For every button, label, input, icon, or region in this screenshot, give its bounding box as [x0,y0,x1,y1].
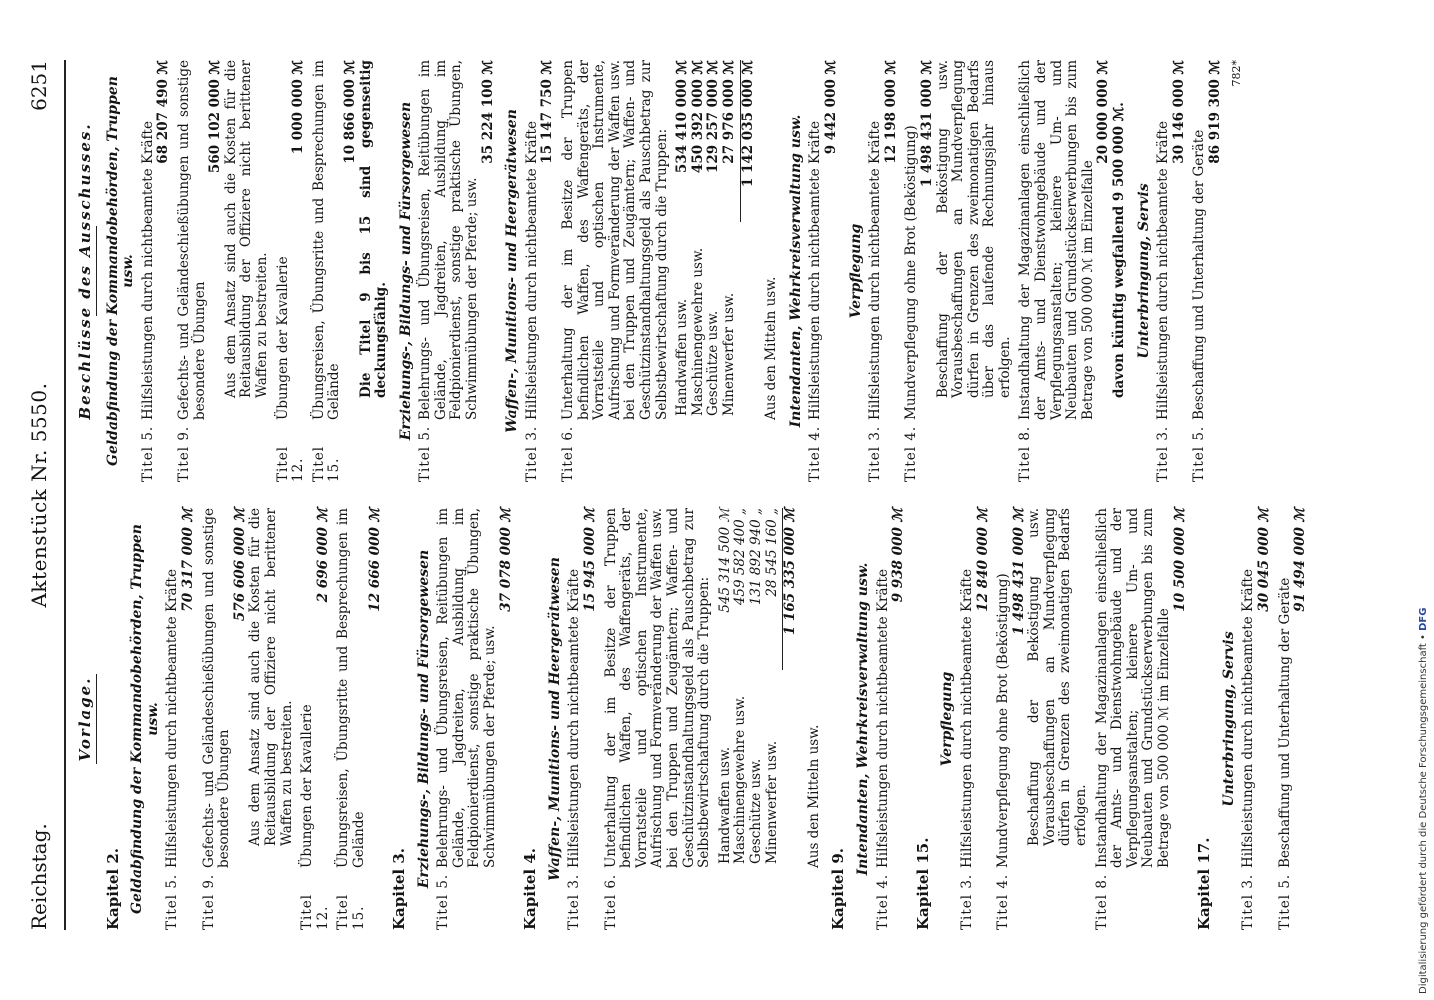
entry-text: Belehrungs- und Übungsreisen, Reitübungen im Gelände, Jagdreiten, Ausbildung im Feldpionierdienst, sonstige praktische Übungen, Schwimmübungen der Pferde; usw. [435,508,499,868]
entry-text: Hilfsleistungen durch nichtbeamtete Kräfte [566,569,583,868]
chapter-heading: Geldabfindung der Kommandobehörden, Truppen usw. [129,524,161,914]
digitization-sidebar [1418,6,1432,994]
titel-number: Titel 3. [958,873,975,930]
budget-entry [1156,60,1187,482]
entry-note: Beschaffung der Beköstigung usw. Vorausbeschaffungen an Mundverpflegung dürfen in Grenzen des zweimonatigen Bedarfs über das laufende Rechnungsjahr hinaus erfolgen. [934,60,1013,398]
entry-body [1241,508,1272,868]
chapter-note: Aus den Mitteln usw. [763,276,780,420]
budget-entry [960,508,991,930]
subitem-row [718,508,734,868]
budget-entry [1278,508,1309,930]
entry-amount: 1 498 431 000 ℳ [1010,508,1027,636]
titel-number: Titel 15. [335,893,367,930]
entry-text: Unterhaltung der im Besitze der Truppen befindlichen Waffen, des Waffengeräts, der Vorratsteile und optischen Instrumente, Aufrischung und Formveränderung der Waffen usw. bei den Truppen und Zeugämtern; Waffen- und Geschützinstandhaltungsgeld als Pauschbetrag zur Selbstbewirtschaftung durch die Truppen: [560,60,670,420]
budget-entry [436,508,514,930]
entry-body [1278,508,1309,868]
titel-number: Titel 9. [200,873,217,930]
titel-number: Titel 4. [995,873,1012,930]
subitem-value: 28 545 160 „ [763,508,780,597]
chapter-heading: Waffen-, Munitions- und Heergerätwesen [546,557,563,881]
budget-entry [1018,60,1127,482]
page-header [27,60,66,930]
chapter-heading: Intendanten, Wehrkreisverwaltung usw. [787,114,804,428]
entry-body [1095,508,1189,868]
entry-amount: 30 045 000 ℳ [1256,508,1272,612]
dfg-logo: DFG [1418,607,1429,631]
budget-entry [876,508,907,930]
entry-amount: 70 317 000 ℳ [179,508,196,612]
titel-number: Titel 6. [560,425,577,482]
chapter-heading: Erziehungs-, Bildungs- und Fürsorgewesen [397,101,414,441]
entry-text: Hilfsleistungen durch nichtbeamtete Kräfte [1240,569,1257,868]
entry-body [418,60,496,420]
entry-note: Aus dem Ansatz sind auch die Kosten für die Reitausbildung der Offiziere nicht berittener Waffen zu bestreiten. [247,508,295,846]
entry-amount: 576 606 000 ℳ [231,508,248,622]
entry-body [1018,60,1127,420]
entry-amount: 2 696 000 ℳ [314,508,331,603]
entry-amount: 12 840 000 ℳ [974,508,991,612]
entry-body [436,508,514,868]
titel-number: Titel 4. [903,425,920,482]
entry-amount: 10 500 000 ℳ [1171,508,1188,612]
entry-amount: 9 442 000 ℳ [822,60,839,155]
digitization-text: Digitalisierung gefördert durch die Deutsche Forschungsgemeinschaft • [1418,634,1429,994]
entry-statement: davon künftig wegfallend 9 500 000 ℳ. [1111,102,1128,398]
subitem-value: 129 257 000 ℳ [705,60,722,174]
titel-number: Titel 4. [807,425,824,482]
entry-text: Hilfsleistungen durch nichtbeamtete Kräfte [523,121,540,420]
subitem-value: 459 582 400 „ [732,508,749,606]
subitem-value: 534 410 000 ℳ [674,60,691,174]
budget-entry [141,60,172,482]
subitem-row [675,60,691,420]
entry-amount: 86 919 300 ℳ [1207,60,1223,164]
subitem-value: 545 314 500 ℳ [716,508,733,613]
budget-entry [202,508,296,930]
titel-number: Titel 3. [867,425,884,482]
subitem-label: Maschinengewehre usw. [689,247,706,416]
titel-number: Titel 3. [566,873,583,930]
entry-body [177,60,271,420]
chapter-number: Kapitel 9. [829,848,848,930]
chapter-heading: Verpflegung [847,223,864,319]
header-left: Reichstag. [27,823,51,930]
entry-text: Unterhaltung der im Besitze der Truppen befindlichen Waffen, des Waffengeräts, der Vorratsteile und optischen Instrumente, Aufrischung und Formveränderung der Waffen usw. bei den Truppen und Zeugämtern; Waffen- und Geschützinstandhaltungsgeld als Pauschbetrag zur Selbstbewirtschaftung durch die Truppen: [602,508,713,868]
subitem-row [749,508,765,868]
titel-number: Titel 3. [1155,425,1172,482]
titel-number: Titel 5. [164,873,181,930]
chapter-number: Kapitel 17. [1195,837,1214,930]
entry-text: Übungsreisen, Übungsritte und Besprechungen im Gelände [335,508,367,868]
entry-body [904,60,1013,420]
entry-text: Belehrungs- und Übungsreisen, Reitübungen im Gelände, Jagdreiten, Ausbildung im Feldpionierdienst, sonstige praktische Übungen, Schwimmübungen der Pferde; usw. [417,60,481,420]
entry-note: Beschaffung der Beköstigung usw. Vorausbeschaffungen an Mundverpflegung dürfen in Grenzen des zweimonatigen Bedarfs erfolgen. [1026,508,1090,846]
chapter-heading: Geldabfindung der Kommandobehörden, Truppen usw. [104,76,137,466]
entry-amount: 20 000 000 ℳ [1095,60,1112,164]
titel-number: Titel 9. [175,425,192,482]
titel-number: Titel 5. [1191,425,1208,482]
chapter-number: Kapitel 15. [913,837,932,930]
page-number: 6251 [27,60,51,111]
chapter-note: Aus den Mitteln usw. [805,724,822,868]
subitem-list [718,508,799,930]
entry-amount: 91 494 000 ℳ [1292,508,1309,612]
subitem-label: Geschütze usw. [705,310,722,416]
budget-entry [276,60,307,482]
budget-entry [904,60,1013,482]
entry-note: Aus dem Ansatz sind auch die Kosten für die Reitausbildung der Offiziere nicht berittener Waffen zu bestreiten. [222,60,270,398]
chapter-heading: Erziehungs-, Bildungs- und Fürsorgewesen [415,549,432,889]
entry-amount: 68 207 490 ℳ [155,60,172,164]
entry-body [996,508,1090,868]
subitem-row [691,60,707,420]
entry-text: Mundverpflegung ohne Brot (Beköstigung) [995,573,1012,868]
entry-body [876,508,907,868]
entry-text: Übungsreisen, Übungsritte und Besprechungen im Gelände [310,60,343,420]
entry-body [276,60,307,420]
budget-entry [1241,508,1272,930]
budget-entry [418,60,496,482]
entry-body [561,60,670,420]
entry-text: Hilfsleistungen durch nichtbeamtete Kräfte [874,569,891,868]
titel-number: Titel 3. [523,425,540,482]
subitem-row [765,508,781,868]
titel-number: Titel 12. [299,893,331,930]
entry-amount: 37 078 000 ℳ [497,508,514,612]
subitem-value: 450 392 000 ℳ [689,60,706,174]
budget-entry [996,508,1090,930]
titel-number: Titel 12. [274,445,307,482]
entry-body [300,508,331,868]
subitem-total: 1 165 335 000 ℳ [782,508,799,670]
subitem-row [733,508,749,868]
title-rule [96,674,97,764]
titel-number: Titel 5. [417,425,434,482]
entry-amount: 10 866 000 ℳ [341,60,358,164]
entry-text: Beschaffung und Unterhaltung der Geräte [1276,577,1293,868]
budget-entry [312,60,390,482]
budget-entry [336,508,383,930]
entry-body [567,508,598,868]
budget-entry [300,508,331,930]
chapter-number: Kapitel 3. [390,848,409,930]
entry-amount: 15 945 000 ℳ [582,508,599,612]
entry-text: Instandhaltung der Magazinanlagen einschließlich der Amts- und Dienstwohngebäude und der Verpflegungsanstalten; kleinere Um- und Neubauten und Grundstückserwerbungen bis zum Betrage von 500 000 ℳ im Einzelfalle [1017,60,1096,420]
budget-entry [604,508,713,930]
subitem-label: Handwaffen usw. [716,746,733,864]
entry-text: Übungen der Kavallerie [299,704,316,868]
titel-number: Titel 5. [139,425,156,482]
titel-number: Titel 5. [435,873,452,930]
subitem-total: 1 142 035 000 ℳ [740,60,757,222]
titel-number: Titel 15. [310,445,343,482]
entry-body [202,508,296,868]
entry-body [141,60,172,420]
budget-entry [1192,60,1223,482]
titel-number: Titel 6. [602,873,619,930]
subitem-list [675,60,756,482]
entry-text: Übungen der Kavallerie [274,256,291,420]
entry-amount: 30 146 000 ℳ [1170,60,1187,164]
entry-text: Hilfsleistungen durch nichtbeamtete Kräfte [867,121,884,420]
budget-entry [165,508,196,930]
budget-entry [177,60,271,482]
budget-entry [525,60,556,482]
two-column-body [70,60,1314,930]
entry-amount: 15 147 750 ℳ [539,60,556,164]
entry-text: Mundverpflegung ohne Brot (Beköstigung) [903,125,920,420]
entry-text: Hilfsleistungen durch nichtbeamtete Kräfte [807,121,824,420]
entry-amount: 1 498 431 000 ℳ [918,60,935,188]
subitem-label: Geschütze usw. [747,758,764,864]
budget-entry [808,60,839,482]
column-title-right: Beschlüsse des Ausschusses. [76,122,94,420]
chapter-heading: Intendanten, Wehrkreisverwaltung usw. [854,562,871,876]
chapter-heading: Verpflegung [939,671,956,767]
entry-amount: 12 198 000 ℳ [882,60,899,164]
entry-amount: 1 000 000 ℳ [290,60,307,155]
footer-mark: 782* [1229,60,1243,87]
entry-text: Hilfsleistungen durch nichtbeamtete Kräfte [139,121,156,420]
entry-text: Beschaffung und Unterhaltung der Geräte [1191,129,1208,420]
subitem-label: Minenwerfer usw. [763,740,780,864]
entry-body [336,508,383,868]
subitem-row [706,60,722,420]
titel-number: Titel 8. [1017,425,1034,482]
entry-amount: 12 666 000 ℳ [366,508,383,612]
entry-text: Gefechts- und Geländeschießübungen und sonstige besondere Übungen [200,508,233,868]
chapter-heading: Unterbringung, Servis [1135,183,1152,359]
subitem-value: 27 976 000 ℳ [720,60,737,164]
chapter-number: Kapitel 4. [521,848,540,930]
subitem-row [722,60,738,420]
entry-text: Hilfsleistungen durch nichtbeamtete Kräfte [164,569,181,868]
entry-text: Hilfsleistungen durch nichtbeamtete Kräfte [958,569,975,868]
column-beschluesse [70,60,1314,482]
entry-amount: 9 938 000 ℳ [890,508,907,603]
chapter-heading: Waffen-, Munitions- und Heergerätwesen [504,109,521,433]
subitem-label: Handwaffen usw. [674,298,691,416]
entry-statement: Die Titel 9 bis 15 sind gegenseitig deckungsfähig. [357,60,390,398]
title-rule [96,226,97,316]
column-vorlage [70,508,1314,930]
entry-body [1156,60,1187,420]
entry-amount: 35 224 100 ℳ [479,60,496,164]
budget-entry [1095,508,1189,930]
budget-entry [868,60,899,482]
entry-text: Instandhaltung der Magazinanlagen einschließlich der Amts- und Dienstwohngebäude und der Verpflegungsanstalten; kleinere Um- und Neubauten und Grundstückserwerbungen bis zum Betrage von 500 000 ℳ im Einzelfalle [1093,508,1173,868]
entry-body [165,508,196,868]
entry-body [1192,60,1223,420]
entry-body [868,60,899,420]
subitem-value: 131 892 940 „ [747,508,764,606]
titel-number: Titel 3. [1240,873,1257,930]
entry-body [312,60,390,420]
chapter-heading: Unterbringung, Servis [1220,631,1237,807]
subitem-label: Minenwerfer usw. [720,292,737,416]
entry-body [604,508,713,868]
titel-number: Titel 8. [1093,873,1110,930]
titel-number: Titel 5. [1276,873,1293,930]
header-center: Aktenstück Nr. 5550. [27,382,51,608]
chapter-number: Kapitel 2. [103,848,122,930]
entry-body [525,60,556,420]
column-title-left: Vorlage. [76,676,94,762]
entry-text: Hilfsleistungen durch nichtbeamtete Kräfte [1155,121,1172,420]
subitem-label: Maschinengewehre usw. [732,695,749,864]
entry-text: Gefechts- und Geländeschießübungen und sonstige besondere Übungen [175,60,208,420]
entry-amount: 560 102 000 ℳ [207,60,224,174]
entry-body [808,60,839,420]
titel-number: Titel 4. [874,873,891,930]
entry-body [960,508,991,868]
budget-entry [561,60,670,482]
budget-entry [567,508,598,930]
